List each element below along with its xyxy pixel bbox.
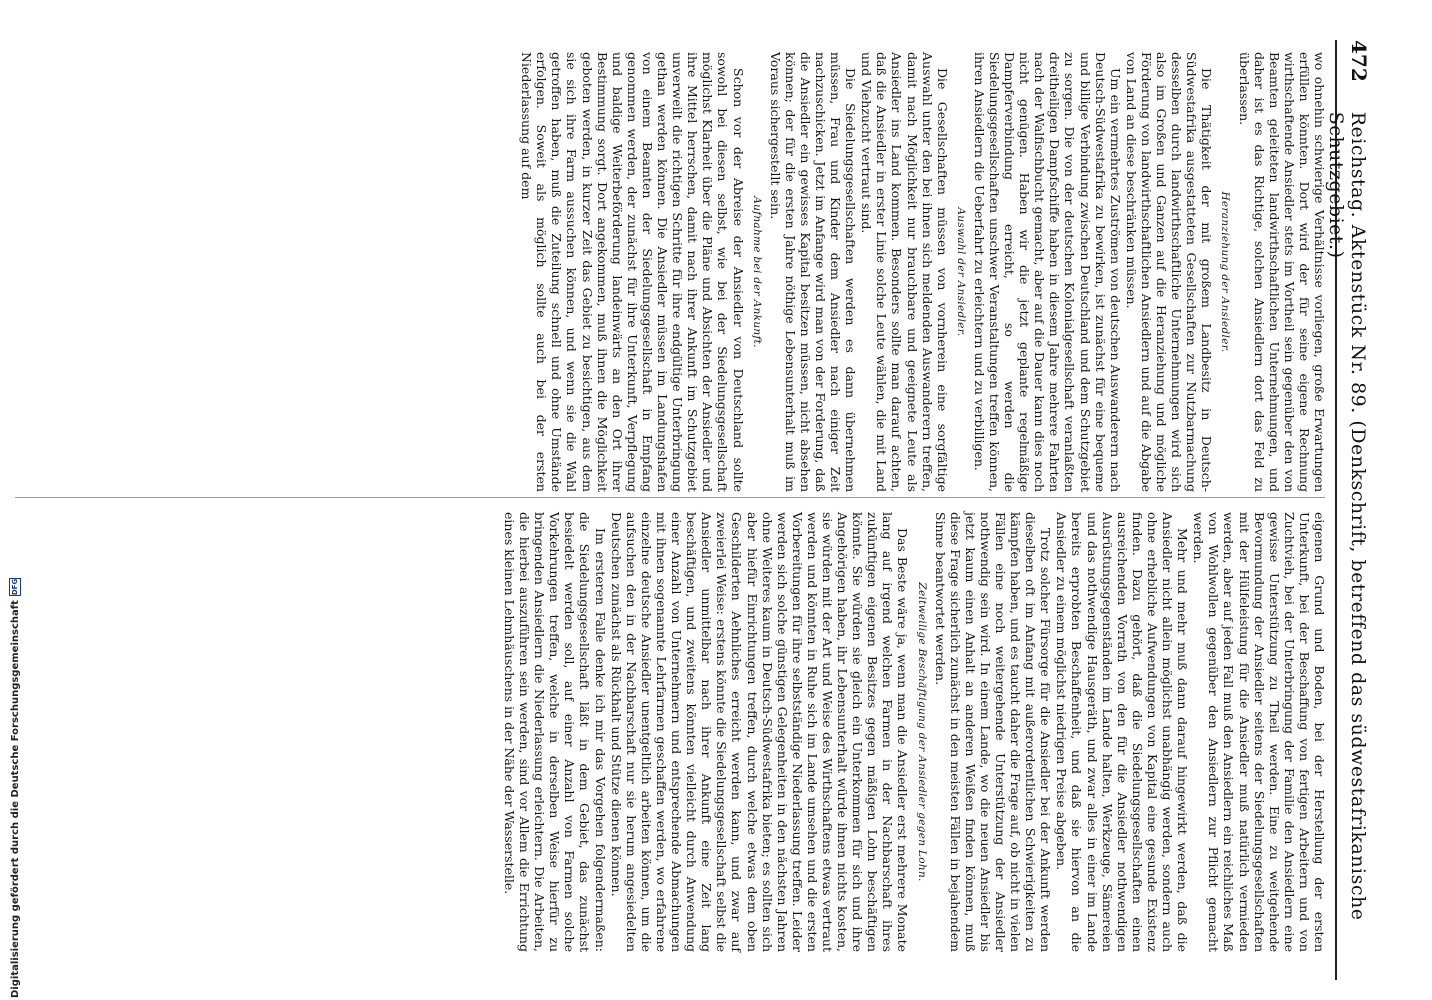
section-heading: Heranziehung der Ansiedler. xyxy=(1219,191,1232,353)
paragraph: Um ein vermehrtes Zuströmen von deutschen Auswanderern nach Deutsch-Südwestafrika zu bewirken, ist zunächst für eine bequeme und billige Verbindung zwischen Deutschland und dem Schutzgebiet zu sorgen. Die von der deutschen Kolonialgesellschaft veranlaßten dreitheiligen Dampfschiffe haben in diesem Jahre mehrere Fahrten nach der Walfischbucht gemacht, aber auf die Dauer kann dies noch nicht genügen. Haben wir die jetzt geplante regelmäßige Dampferverbindung erreicht, so werden die Siedelungsgesellschaften unschwer Veranstaltungen treffen können, ihren Ansiedlern die Ueberfahrt zu erleichtern und zu verbilligen. xyxy=(971,52,1123,492)
paragraph: Die Siedelungsgesellschaften werden es dann übernehmen müssen, Frau und Kinder dem Ansiedler nach einiger Zeit nachzuschicken. Jetzt im Anfange wird man von der Forderung, daß die Ansiedler ein gewisses Kapital besitzen müssen, nicht absehen können; der für die ersten Jahre nöthige Lebensunterhalt muß im Voraus sichergestellt sein. xyxy=(767,52,859,492)
section-heading: Auswahl der Ansiedler. xyxy=(954,207,967,337)
paragraph: Trotz solcher Fürsorge für die Ansiedler bei der Ankunft werden dieselben oft im Anfang mit außerordentlichen Schwierigkeiten zu kämpfen haben, und es taucht daher die Frage auf, ob nicht in vielen Fällen eine noch weitergehende Unterstützung der Ansiedler nothwendig sein wird. In einem Lande, wo die neuen Ansiedler bis jetzt kaum einen Anhalt an anderen Weißen finden können, muß diese Frage sicherlich zunächst in den meisten Fällen in bejahendem Sinne beantwortet werden. xyxy=(932,512,1054,952)
page-header xyxy=(1325,40,1371,980)
digitization-watermark xyxy=(8,578,22,998)
paragraph: Im ersteren Falle denke ich mir das Vorgehen folgendermaßen: die Siedelungsgesellschaft läßt in dem Gebiet, das zunächst besiedelt werden soll, auf einer Anzahl von Farmen solche Vorkehrungen treffen, welche in derselben Weise hierfür zu bringenden Ansiedlern die Niederlassung erleichtern. Die Arbeiten, die hierbei auszuführen sein werden, sind vor Allem die Errichtung eines kleinen Lehmhäuschens in der Nähe der Wasserstelle. xyxy=(502,512,608,952)
left-column xyxy=(518,52,1327,492)
page-number: 472 xyxy=(1347,40,1371,82)
right-column xyxy=(501,512,1327,952)
column-divider xyxy=(15,497,1325,498)
paragraph: Das Beste wäre ja, wenn man die Ansiedler erst mehrere Monate lang auf irgend welchen Farmen in der Nachbarschaft ihres zukünftigen eigenen Besitzes gegen mäßigen Lohn beschäftigen könnte. Sie würden sie gleich ein Unterkommen für sich und ihre Angehörigen haben, ihr Lebensunterhalt würde ihnen nichts kosten, sie würden mit der Art und Weise des Wirthschaftens etwas vertraut werden und könnten in Ruhe sich im Lande umsehen und die ersten Vorbereitungen für ihre selbstständige Niederlassung treffen. Leider werden sich solche günstigen Gelegenheiten in den nächsten Jahren ohne Weiteres kaum in Deutsch-Südwestafrika bieten; es sollten sich aber hiefür Einrichtungen treffen, durch welche etwas dem oben Geschilderten Aehnliches erreicht werden kann, und zwar auf zweierlei Weise: erstens könnte die Siedelungsgesellschaft selbst die Ansiedler unmittelbar nach ihrer Ankunft eine Zeit lang beschäftigen, und zweitens könnten vielleicht durch Anwendung einer Anzahl von Unternehmern und entsprechende Abmachungen mit ihnen sogenannte Lehrfarmen geschaffen werden, wo erfahrene einzelne deutsche Ansiedler unentgeltlich arbeiten können, um die aufsuchen den in der Nachbarschaft nur sie herum angesiedelten Deutschen zunächst als Rückhalt und Stütze dienen können. xyxy=(608,512,911,952)
section-heading: Zeitweilige Beschäftigung der Ansiedler gegen Lohn. xyxy=(915,582,928,882)
paragraph: Die Gesellschaften müssen von vornherein eine sorgfältige Auswahl unter den bei ihnen sich meldenden Auswanderern treffen, damit nach Möglichkeit nur brauchbare und geeignete Leute als Ansiedler ins Land kommen. Besonders sollte man darauf achten, daß die Ansiedler in erster Linie solche Leute wählen, die mit Land und Viehzucht vertraut sind. xyxy=(859,52,950,492)
paragraph: Die Thätigkeit der mit großem Landbesitz in Deutsch-Südwestafrika ausgestatteten Gesellschaften zur Nutzbarmachung desselben durch landwirthschaftliche Unternehmungen wird sich also im Großen und Ganzen auf die Heranziehung und mögliche Förderung von landwirthschaftlichen Ansiedlern und auf die Abgabe von Land an diese beschränken müssen. xyxy=(1123,52,1215,492)
dfg-logo-icon: DFG xyxy=(11,578,19,596)
paragraph: Mehr und mehr muß dann darauf hingewirkt werden, daß die Ansiedler nicht allein möglichst unabhängig werden, sondern auch ohne erhebliche Aufwendungen von Kapital eine gesunde Existenz finden. Dazu gehört, daß die Siedelungsgesellschaften einen ausreichenden Vorrath von den für die Ansiedler nothwendigen Ausrüstungsgegenständen im Lande halten, Werkzeuge, Sämereien und das nothwendige Hausgeräth, und zwar alles in einer im Lande bereits erprobten Beschaffenheit, und daß sie hiervon an die Ansiedler zu einem möglichst niedrigen Preise abgeben. xyxy=(1054,512,1191,952)
watermark-text: Digitalisierung gefördert durch die Deutsche Forschungsgemeinschaft xyxy=(9,600,21,998)
section-heading: Aufnahme bei der Ankunft. xyxy=(750,196,763,348)
paragraph: eigenen Grund und Boden, bei der Herstellung der ersten Unterkunft, bei der Beschaffung von fertigen Arbeitern und von Zuchtvieh, bei der Unterbringung der Familie den Ansiedlern eine gewisse Unterstützung zu Theil werden. Eine zu weitgehende Bevormundung der Ansiedler seitens der Siedelungsgesellschaften mit der Hülfeleistung für die Ansiedler muß natürlich vermieden werden, aber auf jeden Fall muß den Ansiedlern ein reichliches Maß von Wohlwollen gegenüber den Ansiedlern zur Pflicht gemacht werden. xyxy=(1191,512,1327,952)
paragraph: wo ohnehin schwierige Verhältnisse vorliegen, große Erwartungen erfüllen könnten. Dort wird der für seine eigene Rechnung wirthschaftende Ansiedler stets im Vortheil sein gegenüber den von Beamten geleiteten landwirthschaftlichen Unternehmungen, und daher ist es das Richtige, solchen Ansiedlern dort das Feld zu überlassen. xyxy=(1236,52,1327,492)
running-title: Reichstag. Aktenstück Nr. 89. (Denkschrift, betreffend das südwestafrikanische Schutzgebiet.) xyxy=(1325,111,1369,921)
paragraph: Schon vor der Abreise der Ansiedler von Deutschland sollte sowohl bei diesen selbst, wie bei der Siedelungsgesellschaft möglichst Klarheit über die Pläne und Absichten der Ansiedler und ihre Mittel herrschen, damit nach ihrer Ankunft im Schutzgebiet unverweilt die richtigen Schritte für ihre endgültige Unterbringung gethan werden können. Die Ansiedler müssen im Landungshafen von einem Beamten der Siedelungsgesellschaft in Empfang genommen werden, der zunächst für ihre Unterkunft, Verpflegung und baldige Weiterbeförderung landeinwärts an den Ort ihrer Bestimmung sorgt. Dort angekommen, muß ihnen die Möglichkeit geboten werden, in kurzer Zeit das Gebiet zu besichtigen, aus dem sie sich ihre Farm aussuchen können, und wenn sie die Wahl getroffen haben, muß die Zuteilung schnell und ohne Umstände erfolgen. Soweit als möglich sollte auch bei der ersten Niederlassung auf dem xyxy=(519,52,746,492)
